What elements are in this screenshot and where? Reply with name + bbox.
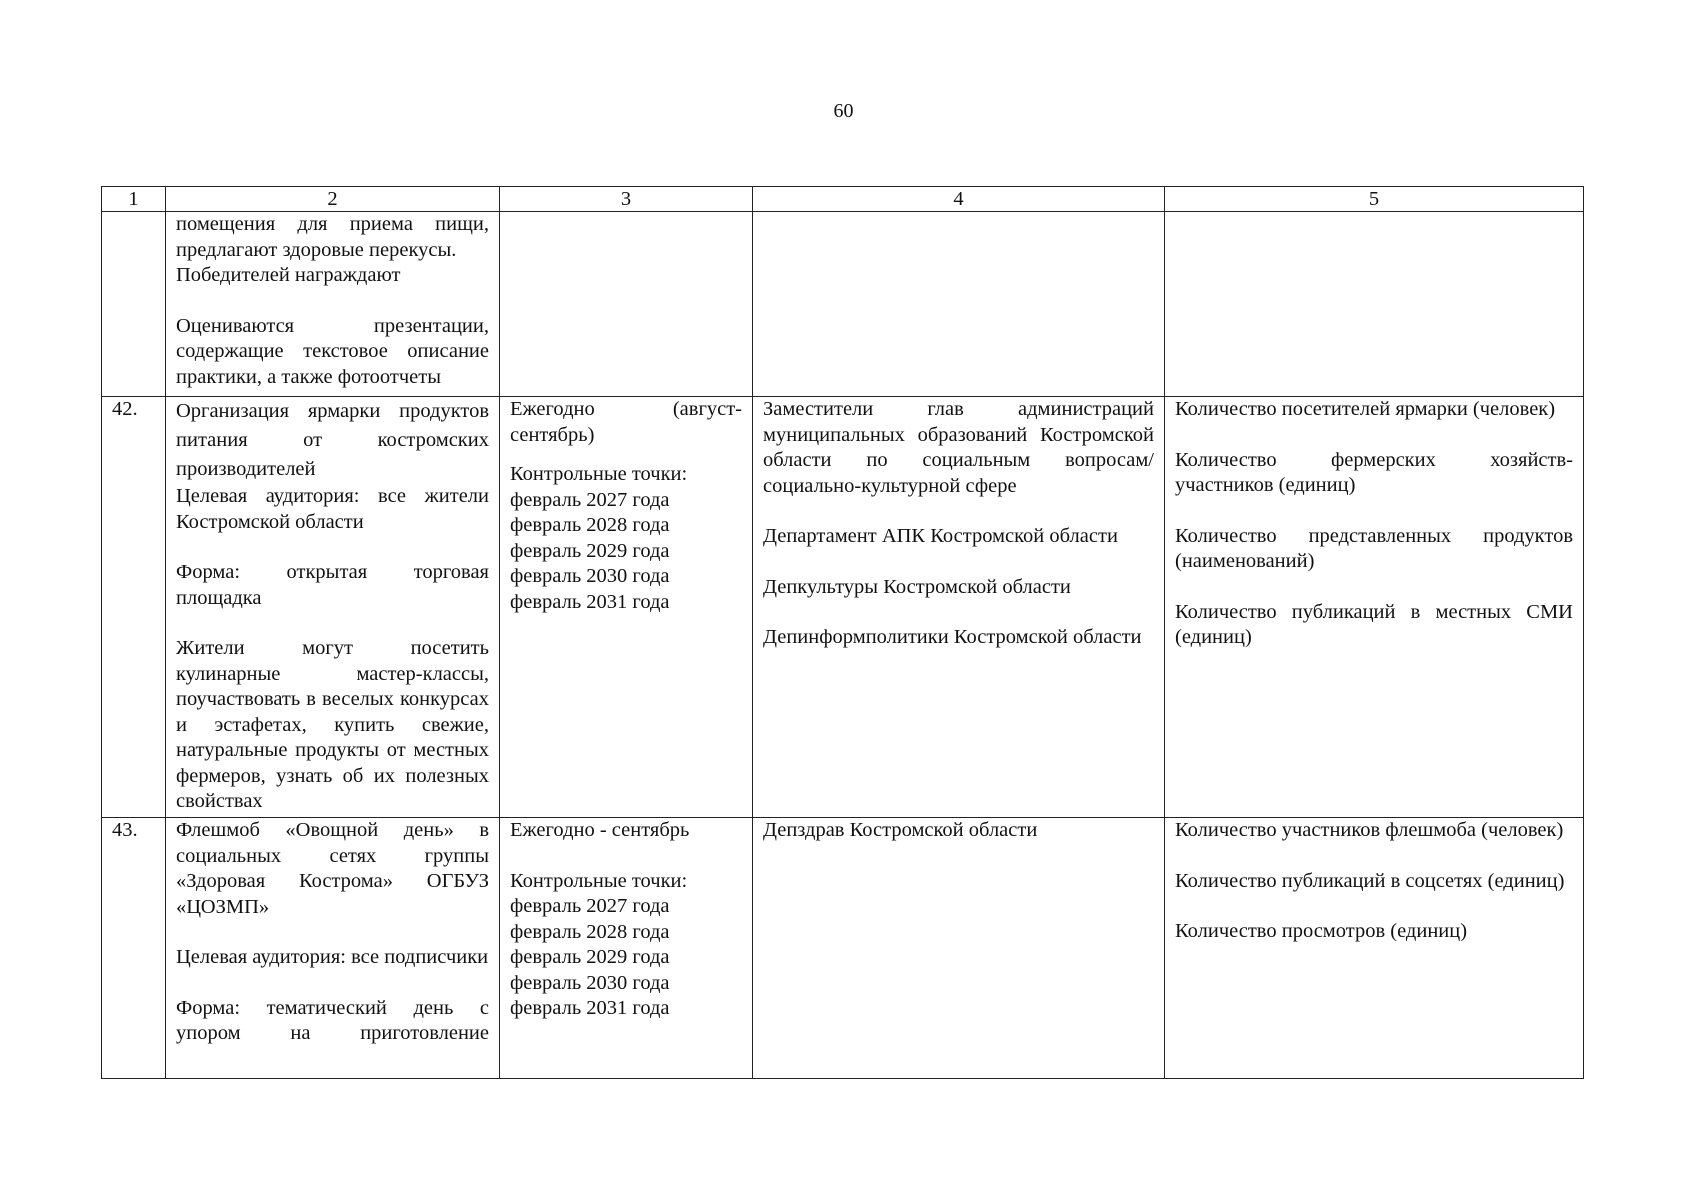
paragraph: Депинформполитики Костромской области <box>763 626 1142 648</box>
checkpoint-item: февраль 2027 года <box>510 488 670 511</box>
paragraph: Целевая аудитория: все жители Костромской области <box>176 485 489 533</box>
paragraph: Депздрав Костромской области <box>763 819 1038 841</box>
paragraph: Количество участников флешмоба (человек) <box>1175 819 1564 841</box>
description-cell <box>166 212 500 397</box>
paragraph: Количество просмотров (единиц) <box>1175 920 1468 942</box>
column-header: 1 <box>102 187 166 212</box>
table-header-row <box>102 187 1584 212</box>
paragraph: Количество фермерских хозяйств-участников (единиц) <box>1175 448 1573 496</box>
checkpoint-item: февраль 2031 года <box>510 590 670 613</box>
description-cell <box>166 818 500 1079</box>
paragraph: Департамент АПК Костромской области <box>763 525 1118 547</box>
checkpoint-item: февраль 2028 года <box>510 920 670 943</box>
paragraph: Форма: тематический день с упором на приготовление <box>176 996 489 1044</box>
paragraph: Депкультуры Костромской области <box>763 575 1071 598</box>
period-cell <box>500 818 753 1079</box>
table-row <box>102 212 1584 397</box>
column-header: 5 <box>1165 187 1584 212</box>
table-row <box>102 818 1584 1079</box>
checkpoint-item: февраль 2028 года <box>510 514 670 536</box>
row-number-cell: 42. <box>102 397 166 818</box>
paragraph: Целевая аудитория: все подписчики <box>176 946 489 968</box>
paragraph: Оцениваются презентации, содержащие текстовое описание практики, а также фотоотчеты <box>176 314 489 388</box>
checkpoint-item: февраль 2027 года <box>510 895 670 917</box>
paragraph: Организация ярмарки продуктов питания от костромских производителей <box>176 400 489 480</box>
period-text: Ежегодно (август-сентябрь) <box>510 398 742 446</box>
checkpoint-item: февраль 2029 года <box>510 539 670 562</box>
checkpoints-label: Контрольные точки: <box>510 463 688 485</box>
measures-table <box>101 186 1584 1079</box>
paragraph: Количество посетителей ярмарки (человек) <box>1175 398 1556 420</box>
paragraph: помещения для приема пищи, предлагают здоровые перекусы. <box>176 213 489 261</box>
indicators-cell <box>1165 212 1584 397</box>
responsible-cell <box>753 397 1165 818</box>
period-cell <box>500 397 753 818</box>
column-header: 3 <box>500 187 753 212</box>
row-number-cell: 43. <box>102 818 166 1079</box>
paragraph: Победителей награждают <box>176 264 401 286</box>
row-number-cell <box>102 212 166 397</box>
page-number: 60 <box>833 100 854 122</box>
column-header: 4 <box>753 187 1165 212</box>
period-text: Ежегодно - сентябрь <box>510 819 690 841</box>
indicators-cell <box>1165 397 1584 818</box>
checkpoints-label: Контрольные точки: <box>510 869 688 892</box>
paragraph: Жители могут посетить кулинарные мастер-классы, поучаствовать в веселых конкурсах и эстафетах, купить свежие, натуральные продукты от местных фермеров, узнать об их полезных свойствах <box>176 637 489 812</box>
checkpoint-item: февраль 2030 года <box>510 971 670 994</box>
checkpoint-item: февраль 2030 года <box>510 565 670 587</box>
responsible-cell <box>753 212 1165 397</box>
paragraph: Заместители глав администраций муниципальных образований Костромской области по социальным вопросам/ социально-культурной сфере <box>763 398 1154 497</box>
indicators-cell <box>1165 818 1584 1079</box>
paragraph: Количество публикаций в соцсетях (единиц) <box>1175 869 1565 892</box>
paragraph: Флешмоб «Овощной день» в социальных сетях группы «Здоровая Кострома» ОГБУЗ «ЦОЗМП» <box>176 819 489 918</box>
checkpoint-item: февраль 2031 года <box>510 997 670 1019</box>
paragraph: Форма: открытая торговая площадка <box>176 561 489 609</box>
paragraph: Количество публикаций в местных СМИ (единиц) <box>1175 600 1573 648</box>
responsible-cell <box>753 818 1165 1079</box>
checkpoint-item: февраль 2029 года <box>510 946 670 968</box>
description-cell <box>166 397 500 818</box>
paragraph: Количество представленных продуктов (наименований) <box>1175 524 1573 572</box>
column-header: 2 <box>166 187 500 212</box>
table-row <box>102 397 1584 818</box>
period-cell <box>500 212 753 397</box>
